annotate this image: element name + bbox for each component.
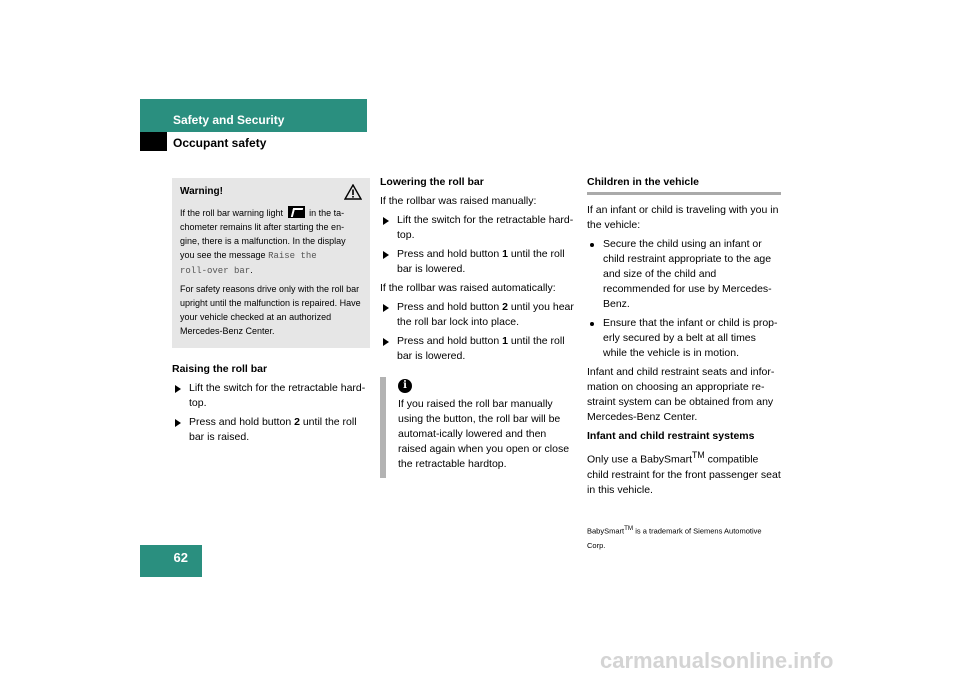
raising-title: Raising the roll bar	[172, 363, 268, 375]
children-intro: If an infant or child is traveling with you in the vehicle:	[587, 204, 779, 231]
lowering-step: Press and hold button 1 until the roll bar is lowered.	[380, 334, 577, 364]
lowering-title: Lowering the roll bar	[380, 176, 484, 188]
page-number: 62	[173, 550, 188, 565]
info-icon: i	[398, 379, 412, 393]
warning-triangle-icon	[344, 184, 362, 200]
warning-text-1: If the roll bar warning light in the ta-chometer remains lit after starting the en-gine, there is a malfunction. In the display you see the message Raise the roll-over bar.	[180, 208, 346, 276]
column-left	[172, 178, 370, 449]
warning-header	[180, 184, 362, 200]
column-right	[587, 175, 781, 561]
trademark-footnote: BabySmart™ is a trademark of Siemens Automotive Corp.	[587, 524, 762, 550]
raising-step: Press and hold button 2 until the roll bar is raised.	[172, 415, 370, 445]
lowering-step: Press and hold button 1 until the roll bar is lowered.	[380, 247, 577, 277]
lowering-manual-intro: If the rollbar was raised manually:	[380, 195, 537, 207]
section-title: Safety and Security	[173, 113, 285, 127]
restraint-systems-title: Infant and child restraint systems	[587, 430, 755, 442]
lowering-step: Press and hold button 2 until you hear the roll bar lock into place.	[380, 300, 577, 330]
raising-step: Lift the switch for the retractable hard-top.	[172, 381, 370, 411]
restraint-systems-text: Only use a BabySmart™ compatible child restraint for the front passenger seat in this vehicle.	[587, 450, 781, 496]
display-message-1: Raise the	[268, 251, 317, 261]
warning-title: Warning!	[180, 186, 223, 197]
lowering-auto-intro: If the rollbar was raised automatically:	[380, 282, 556, 294]
display-message-2: roll-over bar	[180, 266, 251, 276]
rollbar-warning-light-icon	[288, 206, 305, 218]
info-box	[380, 377, 577, 478]
children-bullet: Secure the child using an infant or child restraint appropriate to the age and size of the child and recommended for use by Mercedes-Benz.	[587, 237, 781, 312]
children-paragraph: Infant and child restraint seats and infor-mation on choosing an appropriate re-straint system can be obtained from any Mercedes-Benz Center.	[587, 366, 775, 423]
warning-box	[172, 178, 370, 348]
children-bullet: Ensure that the infant or child is prop-erly secured by a belt at all times while the vehicle is in motion.	[587, 316, 781, 361]
page-number-box	[140, 545, 202, 577]
warning-text-2: For safety reasons drive only with the roll bar upright until the malfunction is repaired. Have your vehicle checked at an authorized Mercedes-Benz Center.	[180, 284, 361, 336]
watermark: carmanualsonline.info	[600, 648, 834, 673]
info-text: If you raised the roll bar manually using the button, the roll bar will be automat-ically lowered and then raised again when you open or close the retractable hardtop.	[398, 398, 570, 470]
lowering-step: Lift the switch for the retractable hard-top.	[380, 213, 577, 243]
children-title: Children in the vehicle	[587, 175, 781, 195]
header-marker	[140, 132, 167, 151]
subsection-title: Occupant safety	[173, 136, 267, 150]
column-middle	[380, 175, 577, 478]
